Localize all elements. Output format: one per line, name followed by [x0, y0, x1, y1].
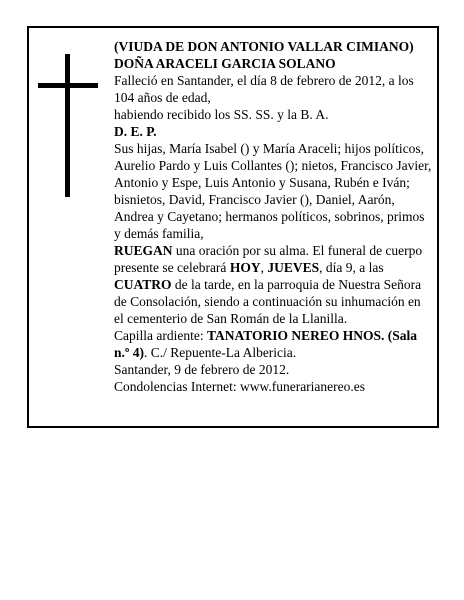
capilla-line [114, 327, 432, 361]
obituary-text [114, 38, 432, 395]
condolences-line: Condolencias Internet: www.funerarianereo.es [114, 379, 366, 394]
funeral-text-1: una oración por su alma. El funeral de cuerpo presente se celebrará [114, 243, 423, 275]
family-list: Sus hijas, María Isabel () y María Araceli; hijos políticos, Aurelio Pardo y Luis Collantes (); nietos, Francisco Javier, Antonio y Espe, Luis Antonio y Susana, Rubén e Iván; bisnietos, David, Francisco Javier (), Daniel, Aarón, Andrea y Cayetano; hermanos políticos, sobrinos, primos y demás familia, [114, 141, 432, 241]
ruegan-word: RUEGAN [114, 243, 173, 258]
funeral-text-2: , día 9, a las [319, 260, 384, 275]
cuatro-word: CUATRO [114, 277, 172, 292]
widow-line: (VIUDA DE DON ANTONIO VALLAR CIMIANO) [114, 39, 414, 54]
jueves-word: JUEVES [267, 260, 320, 275]
funeral-text-3: de la tarde, en la parroquia de Nuestra Señora de Consolación, siendo a continuación su inhumación en el cementerio de San Román de la Llanilla. [114, 277, 422, 326]
sala-number: (Sala n.º 4) [114, 328, 418, 360]
tanatorio-name: TANATORIO NEREO HNOS. [206, 328, 385, 343]
funeral-comma: , [260, 260, 268, 275]
sacraments-line: habiendo recibido los SS. SS. y la B. A. [114, 107, 329, 122]
cross-icon-bar [38, 83, 98, 88]
cross-icon [65, 54, 70, 197]
date-line: Santander, 9 de febrero de 2012. [114, 362, 290, 377]
capilla-label: Capilla ardiente: [114, 328, 207, 343]
funeral-paragraph [114, 242, 432, 327]
address-line: . C./ Repuente-La Albericia. [143, 345, 297, 360]
death-statement: Falleció en Santander, el día 8 de febrero de 2012, a los 104 años de edad, [114, 73, 414, 105]
hoy-word: HOY [229, 260, 261, 275]
dep-line: D. E. P. [114, 124, 157, 139]
deceased-name: DOÑA ARACELI GARCIA SOLANO [114, 56, 336, 71]
